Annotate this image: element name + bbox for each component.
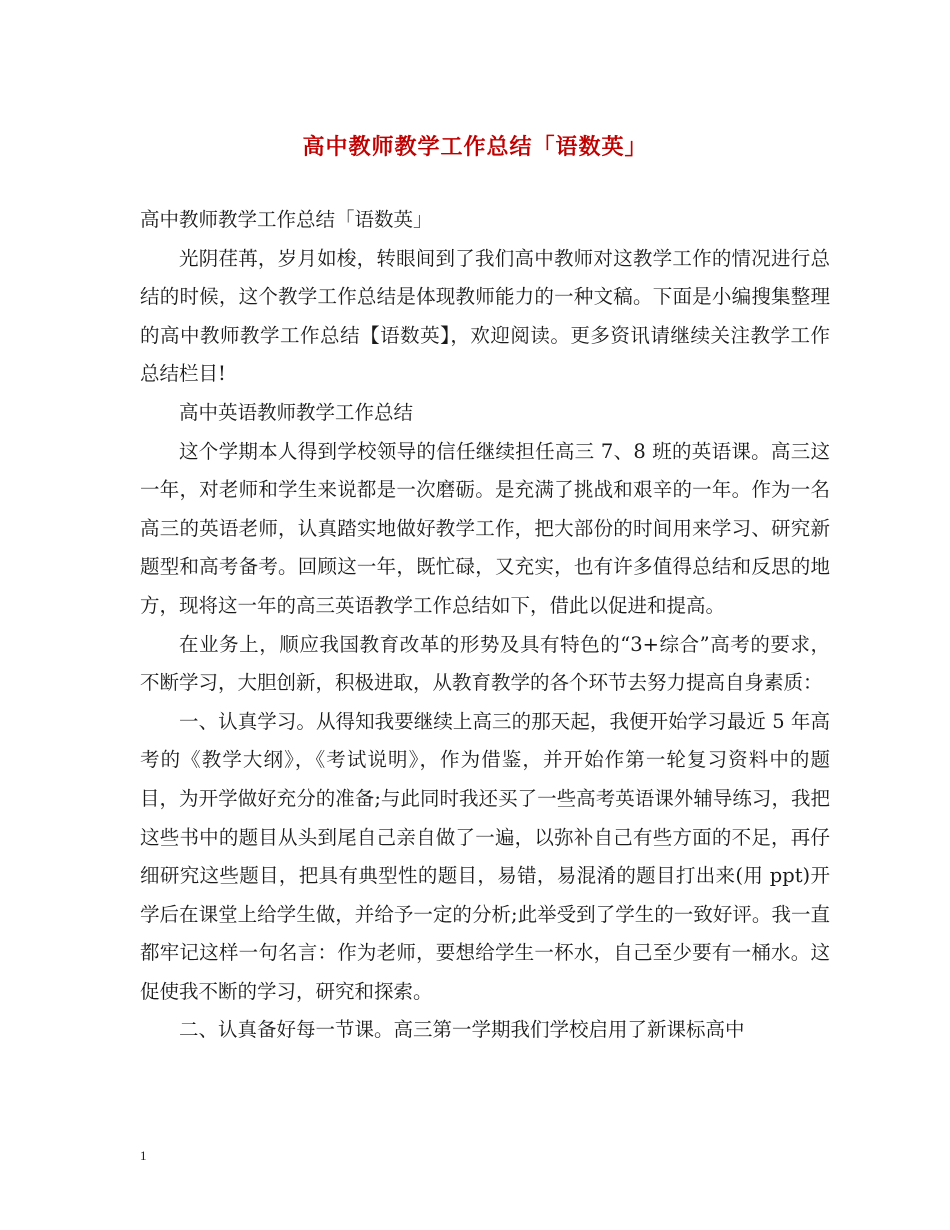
- body-paragraph: 这个学期本人得到学校领导的信任继续担任高三 7、8 班的英语课。高三这一年，对老师和学生来说都是一次磨砺。是充满了挑战和艰辛的一年。作为一名高三的英语老师，认真踏实地做好教学工作，把大部份的时间用来学习、研究新题型和高考备考。回顾这一年，既忙碌，又充实，也有许多值得总结和反思的地方，现将这一年的高三英语教学工作总结如下，借此以促进和提高。: [140, 439, 830, 617]
- section-heading: 高中英语教师教学工作总结: [179, 400, 414, 424]
- subtitle-paragraph: 高中教师教学工作总结「语数英」: [140, 208, 433, 231]
- document-title: 高中教师教学工作总结「语数英」: [302, 134, 648, 160]
- body-paragraph: 一、认真学习。从得知我要继续上高三的那天起，我便开始学习最近 5 年高考的《教学大纲》，《考试说明》，作为借鉴，并开始作第一轮复习资料中的题目，为开学做好充分的准备;与此同时我还买了一些高考英语课外辅导练习，我把这些书中的题目从头到尾自己亲自做了一遍，以弥补自己有些方面的不足，再仔细研究这些题目，把具有典型性的题目，易错，易混淆的题目打出来(用 ppt)开学后在课堂上给学生做，并给予一定的分析;此举受到了学生的一致好评。我一直都牢记这样一句名言：作为老师，要想给学生一杯水，自己至少要有一桶水。这促使我不断的学习，研究和探索。: [140, 709, 830, 1003]
- document-body: [140, 201, 830, 1050]
- intro-paragraph: 光阴荏苒，岁月如梭，转眼间到了我们高中教师对这教学工作的情况进行总结的时候，这个教学工作总结是体现教师能力的一种文稿。下面是小编搜集整理的高中教师教学工作总结【语数英】，欢迎阅读。更多资讯请继续关注教学工作总结栏目!: [140, 246, 830, 386]
- page-number: 1: [140, 1148, 147, 1163]
- body-paragraph: 二、认真备好每一节课。高三第一学期我们学校启用了新课标高中: [179, 1018, 745, 1042]
- body-paragraph: 在业务上，顺应我国教育改革的形势及具有特色的“3+综合”高考的要求，不断学习，大胆创新，积极进取，从教育教学的各个环节去努力提高自身素质：: [140, 632, 830, 695]
